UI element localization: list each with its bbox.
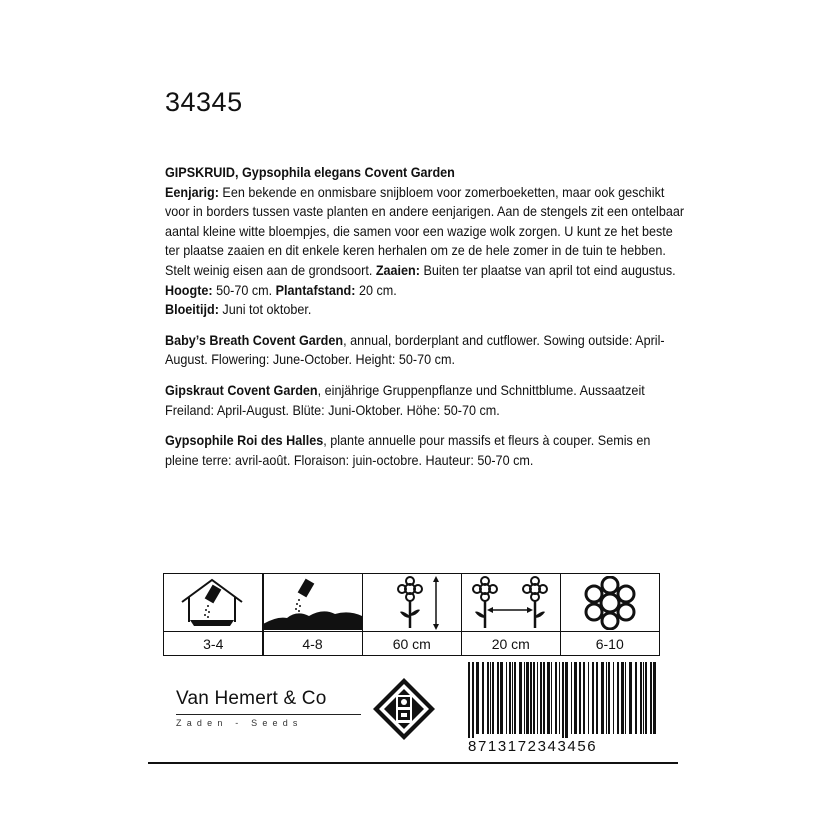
company-logo-icon [372, 677, 436, 741]
brand-tagline: Zaden - Seeds [176, 718, 303, 728]
icon-cell-spacing [461, 573, 562, 656]
description-nl [165, 163, 685, 320]
lead-text: Een bekende en onmisbare snijbloem voor zomerboeketten, maar ook geschikt voor in borders tussen vaste planten en andere eenjarigen. Aan de stengels zit een ontelbaar aantal kleine witte bloempjes, die samen voor een wazige wolk zorgen. U kunt ze het beste ter plaatse zaaien en dit enkele keren herhalen om ze de hele zomer in de tuin te hebben. Stelt weinig eisen aan de grondsoort. [165, 183, 685, 278]
sow-label: Zaaien: [375, 261, 420, 278]
description-fr [165, 431, 685, 470]
name-fr: Gypsophile Roi des Halles [165, 432, 324, 449]
icon-label: 20 cm [491, 635, 530, 652]
text-en: , annual, borderplant and cutflower. Sowing outside: April-August. Flowering: June-October. Height: 50-70 cm. [165, 331, 665, 368]
flowering-icon [583, 576, 637, 630]
plant-height-icon [372, 576, 452, 630]
description-en [165, 331, 685, 370]
description-block [165, 163, 685, 481]
plant-spacing-icon [469, 576, 553, 630]
icon-label: 3-4 [203, 635, 224, 652]
greenhouse-sowing-icon [178, 576, 248, 630]
title-nl: GIPSKRUID, Gypsophila elegans Covent Garden [165, 164, 455, 180]
icon-label: 60 cm [392, 635, 431, 652]
height-text: 50-70 cm. [212, 281, 276, 298]
bottom-rule [148, 762, 678, 764]
name-en: Baby’s Breath Covent Garden [165, 331, 344, 348]
text-de: , einjährige Gruppenpflanze und Schnittblume. Aussaatzeit Freiland: April-August. Blüte: Juni-Oktober. Höhe: 50-70 cm. [165, 381, 645, 418]
icon-cell-outdoor [262, 573, 363, 656]
brand-divider [176, 714, 361, 715]
bloom-label: Bloeitijd: [165, 301, 219, 318]
icon-label: 4-8 [302, 635, 323, 652]
icon-cell-greenhouse [163, 573, 264, 656]
brand-name: Van Hemert & Co [176, 688, 327, 709]
bloom-text: Juni tot oktober. [218, 301, 312, 318]
icon-label: 6-10 [595, 635, 624, 652]
spacing-text: 20 cm. [355, 281, 397, 298]
description-de [165, 381, 685, 420]
barcode-number: 8713172343456 [468, 738, 598, 755]
barcode [466, 662, 662, 738]
brand-block [176, 688, 361, 728]
text-fr: , plante annuelle pour massifs et fleurs à couper. Semis en pleine terre: avril-août. Floraison: juin-octobre. Hauteur: 50-70 cm. [165, 432, 651, 468]
icon-cell-flowering [560, 573, 661, 656]
sow-text: Buiten ter plaatse van april tot eind augustus. [419, 261, 676, 278]
outdoor-sowing-icon [263, 576, 362, 630]
product-code: 34345 [165, 87, 243, 117]
lead-label: Eenjarig: [165, 183, 219, 200]
growing-icons-table [163, 573, 660, 656]
spacing-label: Plantafstand: [275, 281, 356, 298]
icon-cell-height [362, 573, 463, 656]
name-de: Gipskraut Covent Garden [165, 381, 318, 398]
height-label: Hoogte: [165, 281, 213, 298]
